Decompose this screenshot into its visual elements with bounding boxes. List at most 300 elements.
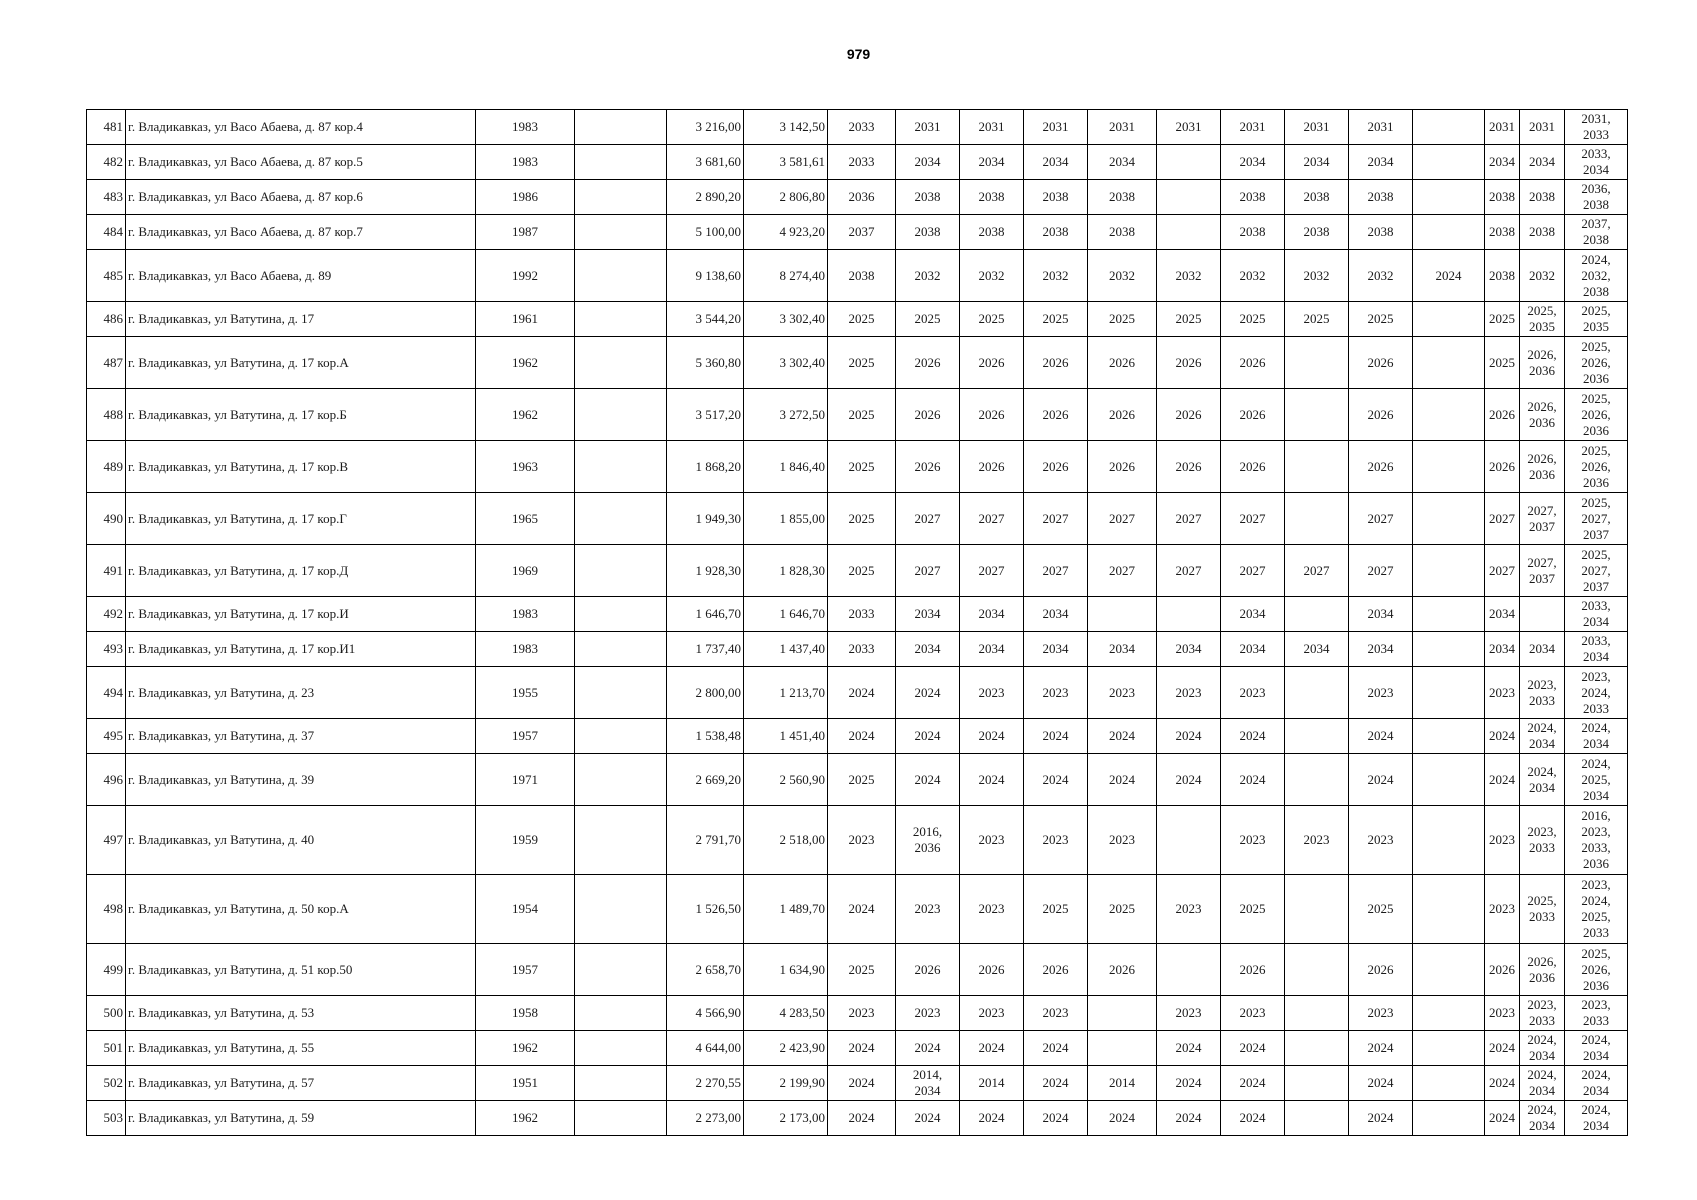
- date-col-9-cell: 2026: [1349, 337, 1413, 389]
- date-col-10-cell: [1413, 806, 1485, 875]
- date-col-3-cell: 2026: [960, 944, 1024, 996]
- row-number-cell: 487: [87, 337, 126, 389]
- date-col-3-cell: 2034: [960, 632, 1024, 667]
- date-col-3-cell: 2024: [960, 1031, 1024, 1066]
- build-year-cell: 1962: [476, 1101, 575, 1136]
- address-cell: г. Владикавказ, ул Ватутина, д. 17 кор.Д: [126, 545, 476, 597]
- date-col-13-cell: 2025, 2027, 2037: [1565, 545, 1628, 597]
- housing-register-table: [86, 109, 1628, 1136]
- date-col-10-cell: [1413, 754, 1485, 806]
- total-area-cell: 1 868,20: [667, 441, 744, 493]
- date-col-10-cell: [1413, 632, 1485, 667]
- date-col-3-cell: 2026: [960, 441, 1024, 493]
- date-col-13-cell: 2024, 2034: [1565, 1031, 1628, 1066]
- date-col-3-cell: 2027: [960, 545, 1024, 597]
- date-col-6-cell: 2031: [1157, 110, 1221, 145]
- living-area-cell: 2 806,80: [744, 180, 828, 215]
- date-col-13-cell: 2031, 2033: [1565, 110, 1628, 145]
- date-col-9-cell: 2023: [1349, 667, 1413, 719]
- row-number-cell: 482: [87, 145, 126, 180]
- total-area-cell: 1 928,30: [667, 545, 744, 597]
- date-col-2-cell: 2024: [896, 667, 960, 719]
- blank-col-cell: [575, 754, 667, 806]
- date-col-1-cell: 2024: [828, 667, 896, 719]
- date-col-2-cell: 2023: [896, 996, 960, 1031]
- date-col-4-cell: 2024: [1024, 1101, 1088, 1136]
- date-col-8-cell: [1285, 1031, 1349, 1066]
- date-col-2-cell: 2024: [896, 1101, 960, 1136]
- address-cell: г. Владикавказ, ул Ватутина, д. 17 кор.В: [126, 441, 476, 493]
- date-col-6-cell: 2023: [1157, 996, 1221, 1031]
- address-cell: г. Владикавказ, ул Ватутина, д. 50 кор.А: [126, 875, 476, 944]
- build-year-cell: 1983: [476, 632, 575, 667]
- living-area-cell: 8 274,40: [744, 250, 828, 302]
- date-col-5-cell: 2026: [1088, 337, 1157, 389]
- date-col-11-cell: 2038: [1485, 215, 1520, 250]
- date-col-6-cell: 2024: [1157, 719, 1221, 754]
- date-col-8-cell: [1285, 597, 1349, 632]
- date-col-6-cell: 2024: [1157, 1066, 1221, 1101]
- date-col-9-cell: 2024: [1349, 1101, 1413, 1136]
- date-col-9-cell: 2023: [1349, 996, 1413, 1031]
- date-col-10-cell: 2024: [1413, 250, 1485, 302]
- date-col-2-cell: 2038: [896, 180, 960, 215]
- living-area-cell: 3 302,40: [744, 302, 828, 337]
- blank-col-cell: [575, 389, 667, 441]
- row-number-cell: 500: [87, 996, 126, 1031]
- date-col-9-cell: 2026: [1349, 441, 1413, 493]
- date-col-9-cell: 2038: [1349, 180, 1413, 215]
- date-col-3-cell: 2024: [960, 1101, 1024, 1136]
- date-col-5-cell: [1088, 1031, 1157, 1066]
- date-col-10-cell: [1413, 337, 1485, 389]
- date-col-10-cell: [1413, 145, 1485, 180]
- table-row: [87, 145, 1628, 180]
- date-col-7-cell: 2024: [1221, 754, 1285, 806]
- date-col-4-cell: 2024: [1024, 719, 1088, 754]
- row-number-cell: 495: [87, 719, 126, 754]
- date-col-8-cell: [1285, 389, 1349, 441]
- date-col-6-cell: [1157, 944, 1221, 996]
- date-col-4-cell: 2024: [1024, 1031, 1088, 1066]
- table-row: [87, 875, 1628, 944]
- total-area-cell: 4 566,90: [667, 996, 744, 1031]
- build-year-cell: 1962: [476, 337, 575, 389]
- table-row: [87, 250, 1628, 302]
- total-area-cell: 2 270,55: [667, 1066, 744, 1101]
- date-col-2-cell: 2016, 2036: [896, 806, 960, 875]
- date-col-3-cell: 2026: [960, 337, 1024, 389]
- date-col-4-cell: 2024: [1024, 1066, 1088, 1101]
- date-col-2-cell: 2031: [896, 110, 960, 145]
- date-col-7-cell: 2024: [1221, 1031, 1285, 1066]
- date-col-4-cell: 2026: [1024, 944, 1088, 996]
- date-col-11-cell: 2026: [1485, 944, 1520, 996]
- blank-col-cell: [575, 667, 667, 719]
- blank-col-cell: [575, 1066, 667, 1101]
- address-cell: г. Владикавказ, ул Ватутина, д. 23: [126, 667, 476, 719]
- date-col-11-cell: 2034: [1485, 145, 1520, 180]
- date-col-6-cell: 2024: [1157, 1031, 1221, 1066]
- blank-col-cell: [575, 493, 667, 545]
- date-col-5-cell: 2031: [1088, 110, 1157, 145]
- blank-col-cell: [575, 1101, 667, 1136]
- date-col-8-cell: [1285, 754, 1349, 806]
- date-col-8-cell: 2034: [1285, 632, 1349, 667]
- date-col-4-cell: 2026: [1024, 441, 1088, 493]
- date-col-10-cell: [1413, 944, 1485, 996]
- date-col-8-cell: 2031: [1285, 110, 1349, 145]
- date-col-2-cell: 2014, 2034: [896, 1066, 960, 1101]
- date-col-5-cell: 2032: [1088, 250, 1157, 302]
- living-area-cell: 1 489,70: [744, 875, 828, 944]
- date-col-5-cell: 2027: [1088, 493, 1157, 545]
- date-col-12-cell: 2027, 2037: [1520, 493, 1565, 545]
- date-col-10-cell: [1413, 545, 1485, 597]
- date-col-11-cell: 2027: [1485, 545, 1520, 597]
- row-number-cell: 484: [87, 215, 126, 250]
- row-number-cell: 496: [87, 754, 126, 806]
- date-col-11-cell: 2024: [1485, 1066, 1520, 1101]
- page-number: 979: [846, 46, 871, 62]
- address-cell: г. Владикавказ, ул Ватутина, д. 37: [126, 719, 476, 754]
- blank-col-cell: [575, 250, 667, 302]
- date-col-5-cell: 2014: [1088, 1066, 1157, 1101]
- date-col-11-cell: 2026: [1485, 389, 1520, 441]
- date-col-1-cell: 2025: [828, 493, 896, 545]
- date-col-10-cell: [1413, 996, 1485, 1031]
- address-cell: г. Владикавказ, ул Ватутина, д. 53: [126, 996, 476, 1031]
- date-col-11-cell: 2024: [1485, 1101, 1520, 1136]
- date-col-6-cell: 2023: [1157, 667, 1221, 719]
- date-col-10-cell: [1413, 875, 1485, 944]
- date-col-6-cell: 2034: [1157, 632, 1221, 667]
- date-col-2-cell: 2026: [896, 441, 960, 493]
- date-col-4-cell: 2034: [1024, 145, 1088, 180]
- date-col-9-cell: 2024: [1349, 1031, 1413, 1066]
- date-col-7-cell: 2034: [1221, 632, 1285, 667]
- row-number-cell: 503: [87, 1101, 126, 1136]
- table-row: [87, 302, 1628, 337]
- date-col-1-cell: 2024: [828, 1101, 896, 1136]
- date-col-5-cell: [1088, 996, 1157, 1031]
- date-col-2-cell: 2023: [896, 875, 960, 944]
- date-col-4-cell: 2024: [1024, 754, 1088, 806]
- build-year-cell: 1963: [476, 441, 575, 493]
- date-col-6-cell: 2024: [1157, 754, 1221, 806]
- row-number-cell: 502: [87, 1066, 126, 1101]
- living-area-cell: 2 560,90: [744, 754, 828, 806]
- date-col-11-cell: 2024: [1485, 754, 1520, 806]
- date-col-2-cell: 2024: [896, 754, 960, 806]
- date-col-6-cell: 2025: [1157, 302, 1221, 337]
- date-col-12-cell: 2027, 2037: [1520, 545, 1565, 597]
- blank-col-cell: [575, 996, 667, 1031]
- date-col-9-cell: 2027: [1349, 493, 1413, 545]
- date-col-1-cell: 2024: [828, 1066, 896, 1101]
- date-col-8-cell: [1285, 1066, 1349, 1101]
- date-col-13-cell: 2025, 2035: [1565, 302, 1628, 337]
- total-area-cell: 5 360,80: [667, 337, 744, 389]
- date-col-5-cell: 2024: [1088, 1101, 1157, 1136]
- total-area-cell: 2 800,00: [667, 667, 744, 719]
- date-col-6-cell: 2026: [1157, 389, 1221, 441]
- date-col-8-cell: 2032: [1285, 250, 1349, 302]
- date-col-13-cell: 2023, 2024, 2025, 2033: [1565, 875, 1628, 944]
- build-year-cell: 1983: [476, 145, 575, 180]
- blank-col-cell: [575, 719, 667, 754]
- date-col-7-cell: 2038: [1221, 215, 1285, 250]
- date-col-9-cell: 2027: [1349, 545, 1413, 597]
- living-area-cell: 3 302,40: [744, 337, 828, 389]
- date-col-8-cell: [1285, 667, 1349, 719]
- living-area-cell: 1 828,30: [744, 545, 828, 597]
- living-area-cell: 1 634,90: [744, 944, 828, 996]
- date-col-4-cell: 2026: [1024, 337, 1088, 389]
- date-col-2-cell: 2038: [896, 215, 960, 250]
- date-col-11-cell: 2025: [1485, 337, 1520, 389]
- living-area-cell: 2 199,90: [744, 1066, 828, 1101]
- build-year-cell: 1954: [476, 875, 575, 944]
- date-col-4-cell: 2027: [1024, 493, 1088, 545]
- date-col-3-cell: 2031: [960, 110, 1024, 145]
- date-col-11-cell: 2024: [1485, 1031, 1520, 1066]
- date-col-3-cell: 2026: [960, 389, 1024, 441]
- date-col-5-cell: 2034: [1088, 632, 1157, 667]
- date-col-9-cell: 2024: [1349, 754, 1413, 806]
- date-col-2-cell: 2034: [896, 632, 960, 667]
- total-area-cell: 1 526,50: [667, 875, 744, 944]
- table-row: [87, 1101, 1628, 1136]
- date-col-1-cell: 2025: [828, 944, 896, 996]
- date-col-1-cell: 2037: [828, 215, 896, 250]
- date-col-3-cell: 2038: [960, 180, 1024, 215]
- blank-col-cell: [575, 145, 667, 180]
- build-year-cell: 1955: [476, 667, 575, 719]
- date-col-3-cell: 2023: [960, 806, 1024, 875]
- date-col-6-cell: 2023: [1157, 875, 1221, 944]
- date-col-12-cell: 2024, 2034: [1520, 1031, 1565, 1066]
- date-col-11-cell: 2034: [1485, 632, 1520, 667]
- table-row: [87, 1031, 1628, 1066]
- date-col-5-cell: 2025: [1088, 875, 1157, 944]
- total-area-cell: 2 658,70: [667, 944, 744, 996]
- address-cell: г. Владикавказ, ул Васо Абаева, д. 87 кор.4: [126, 110, 476, 145]
- total-area-cell: 1 646,70: [667, 597, 744, 632]
- living-area-cell: 1 855,00: [744, 493, 828, 545]
- date-col-13-cell: 2025, 2026, 2036: [1565, 389, 1628, 441]
- build-year-cell: 1957: [476, 944, 575, 996]
- date-col-9-cell: 2031: [1349, 110, 1413, 145]
- build-year-cell: 1992: [476, 250, 575, 302]
- date-col-5-cell: 2038: [1088, 215, 1157, 250]
- date-col-2-cell: 2024: [896, 1031, 960, 1066]
- date-col-4-cell: 2031: [1024, 110, 1088, 145]
- build-year-cell: 1987: [476, 215, 575, 250]
- date-col-10-cell: [1413, 1031, 1485, 1066]
- date-col-2-cell: 2026: [896, 337, 960, 389]
- date-col-7-cell: 2027: [1221, 493, 1285, 545]
- date-col-2-cell: 2027: [896, 493, 960, 545]
- date-col-1-cell: 2024: [828, 719, 896, 754]
- table-row: [87, 389, 1628, 441]
- date-col-13-cell: 2024, 2034: [1565, 1066, 1628, 1101]
- row-number-cell: 497: [87, 806, 126, 875]
- date-col-2-cell: 2034: [896, 145, 960, 180]
- date-col-7-cell: 2024: [1221, 1066, 1285, 1101]
- date-col-4-cell: 2025: [1024, 302, 1088, 337]
- date-col-7-cell: 2024: [1221, 719, 1285, 754]
- date-col-6-cell: [1157, 806, 1221, 875]
- date-col-1-cell: 2024: [828, 875, 896, 944]
- date-col-1-cell: 2033: [828, 597, 896, 632]
- date-col-1-cell: 2033: [828, 632, 896, 667]
- date-col-10-cell: [1413, 180, 1485, 215]
- table-row: [87, 493, 1628, 545]
- date-col-7-cell: 2025: [1221, 302, 1285, 337]
- address-cell: г. Владикавказ, ул Ватутина, д. 59: [126, 1101, 476, 1136]
- date-col-4-cell: 2034: [1024, 597, 1088, 632]
- date-col-5-cell: 2027: [1088, 545, 1157, 597]
- address-cell: г. Владикавказ, ул Ватутина, д. 17 кор.А: [126, 337, 476, 389]
- date-col-4-cell: 2023: [1024, 996, 1088, 1031]
- date-col-1-cell: 2025: [828, 337, 896, 389]
- table-row: [87, 944, 1628, 996]
- date-col-12-cell: [1520, 597, 1565, 632]
- date-col-5-cell: 2026: [1088, 389, 1157, 441]
- address-cell: г. Владикавказ, ул Ватутина, д. 51 кор.50: [126, 944, 476, 996]
- row-number-cell: 490: [87, 493, 126, 545]
- date-col-3-cell: 2024: [960, 719, 1024, 754]
- total-area-cell: 2 890,20: [667, 180, 744, 215]
- table-row: [87, 1066, 1628, 1101]
- date-col-12-cell: 2038: [1520, 215, 1565, 250]
- date-col-11-cell: 2023: [1485, 806, 1520, 875]
- date-col-4-cell: 2027: [1024, 545, 1088, 597]
- date-col-3-cell: 2032: [960, 250, 1024, 302]
- date-col-10-cell: [1413, 1066, 1485, 1101]
- date-col-2-cell: 2025: [896, 302, 960, 337]
- total-area-cell: 3 544,20: [667, 302, 744, 337]
- date-col-9-cell: 2025: [1349, 302, 1413, 337]
- row-number-cell: 491: [87, 545, 126, 597]
- date-col-7-cell: 2025: [1221, 875, 1285, 944]
- date-col-9-cell: 2025: [1349, 875, 1413, 944]
- address-cell: г. Владикавказ, ул Ватутина, д. 39: [126, 754, 476, 806]
- total-area-cell: 2 791,70: [667, 806, 744, 875]
- date-col-12-cell: 2024, 2034: [1520, 754, 1565, 806]
- date-col-10-cell: [1413, 441, 1485, 493]
- date-col-8-cell: 2023: [1285, 806, 1349, 875]
- table-row: [87, 719, 1628, 754]
- date-col-11-cell: 2023: [1485, 875, 1520, 944]
- date-col-12-cell: 2023, 2033: [1520, 667, 1565, 719]
- date-col-13-cell: 2025, 2026, 2036: [1565, 337, 1628, 389]
- date-col-7-cell: 2034: [1221, 145, 1285, 180]
- address-cell: г. Владикавказ, ул Ватутина, д. 57: [126, 1066, 476, 1101]
- date-col-7-cell: 2026: [1221, 441, 1285, 493]
- date-col-9-cell: 2032: [1349, 250, 1413, 302]
- total-area-cell: 1 737,40: [667, 632, 744, 667]
- date-col-13-cell: 2024, 2034: [1565, 719, 1628, 754]
- date-col-12-cell: 2034: [1520, 145, 1565, 180]
- date-col-4-cell: 2025: [1024, 875, 1088, 944]
- date-col-10-cell: [1413, 597, 1485, 632]
- date-col-1-cell: 2025: [828, 754, 896, 806]
- address-cell: г. Владикавказ, ул Васо Абаева, д. 87 кор.7: [126, 215, 476, 250]
- blank-col-cell: [575, 632, 667, 667]
- date-col-1-cell: 2038: [828, 250, 896, 302]
- date-col-4-cell: 2038: [1024, 180, 1088, 215]
- address-cell: г. Владикавказ, ул Васо Абаева, д. 87 кор.5: [126, 145, 476, 180]
- date-col-12-cell: 2026, 2036: [1520, 389, 1565, 441]
- date-col-2-cell: 2026: [896, 389, 960, 441]
- address-cell: г. Владикавказ, ул Васо Абаева, д. 89: [126, 250, 476, 302]
- living-area-cell: 1 451,40: [744, 719, 828, 754]
- build-year-cell: 1962: [476, 389, 575, 441]
- date-col-12-cell: 2024, 2034: [1520, 1101, 1565, 1136]
- build-year-cell: 1983: [476, 110, 575, 145]
- date-col-12-cell: 2023, 2033: [1520, 996, 1565, 1031]
- date-col-2-cell: 2026: [896, 944, 960, 996]
- build-year-cell: 1961: [476, 302, 575, 337]
- address-cell: г. Владикавказ, ул Ватутина, д. 55: [126, 1031, 476, 1066]
- build-year-cell: 1971: [476, 754, 575, 806]
- row-number-cell: 486: [87, 302, 126, 337]
- total-area-cell: 1 538,48: [667, 719, 744, 754]
- table-row: [87, 545, 1628, 597]
- row-number-cell: 501: [87, 1031, 126, 1066]
- row-number-cell: 489: [87, 441, 126, 493]
- date-col-5-cell: 2025: [1088, 302, 1157, 337]
- living-area-cell: 3 142,50: [744, 110, 828, 145]
- date-col-12-cell: 2038: [1520, 180, 1565, 215]
- date-col-5-cell: 2023: [1088, 806, 1157, 875]
- date-col-11-cell: 2023: [1485, 667, 1520, 719]
- date-col-10-cell: [1413, 667, 1485, 719]
- build-year-cell: 1959: [476, 806, 575, 875]
- row-number-cell: 492: [87, 597, 126, 632]
- date-col-11-cell: 2023: [1485, 996, 1520, 1031]
- date-col-13-cell: 2025, 2026, 2036: [1565, 441, 1628, 493]
- blank-col-cell: [575, 545, 667, 597]
- row-number-cell: 494: [87, 667, 126, 719]
- address-cell: г. Владикавказ, ул Ватутина, д. 17 кор.И: [126, 597, 476, 632]
- date-col-6-cell: [1157, 597, 1221, 632]
- date-col-4-cell: 2023: [1024, 806, 1088, 875]
- date-col-7-cell: 2023: [1221, 996, 1285, 1031]
- date-col-4-cell: 2026: [1024, 389, 1088, 441]
- address-cell: г. Владикавказ, ул Ватутина, д. 40: [126, 806, 476, 875]
- date-col-2-cell: 2032: [896, 250, 960, 302]
- date-col-6-cell: [1157, 145, 1221, 180]
- blank-col-cell: [575, 597, 667, 632]
- date-col-8-cell: 2025: [1285, 302, 1349, 337]
- date-col-9-cell: 2024: [1349, 1066, 1413, 1101]
- total-area-cell: 3 681,60: [667, 145, 744, 180]
- date-col-5-cell: 2026: [1088, 944, 1157, 996]
- date-col-13-cell: 2033, 2034: [1565, 597, 1628, 632]
- date-col-8-cell: [1285, 441, 1349, 493]
- blank-col-cell: [575, 1031, 667, 1066]
- date-col-8-cell: 2034: [1285, 145, 1349, 180]
- build-year-cell: 1965: [476, 493, 575, 545]
- living-area-cell: 1 437,40: [744, 632, 828, 667]
- date-col-12-cell: 2026, 2036: [1520, 944, 1565, 996]
- total-area-cell: 2 273,00: [667, 1101, 744, 1136]
- date-col-13-cell: 2023, 2033: [1565, 996, 1628, 1031]
- date-col-1-cell: 2025: [828, 302, 896, 337]
